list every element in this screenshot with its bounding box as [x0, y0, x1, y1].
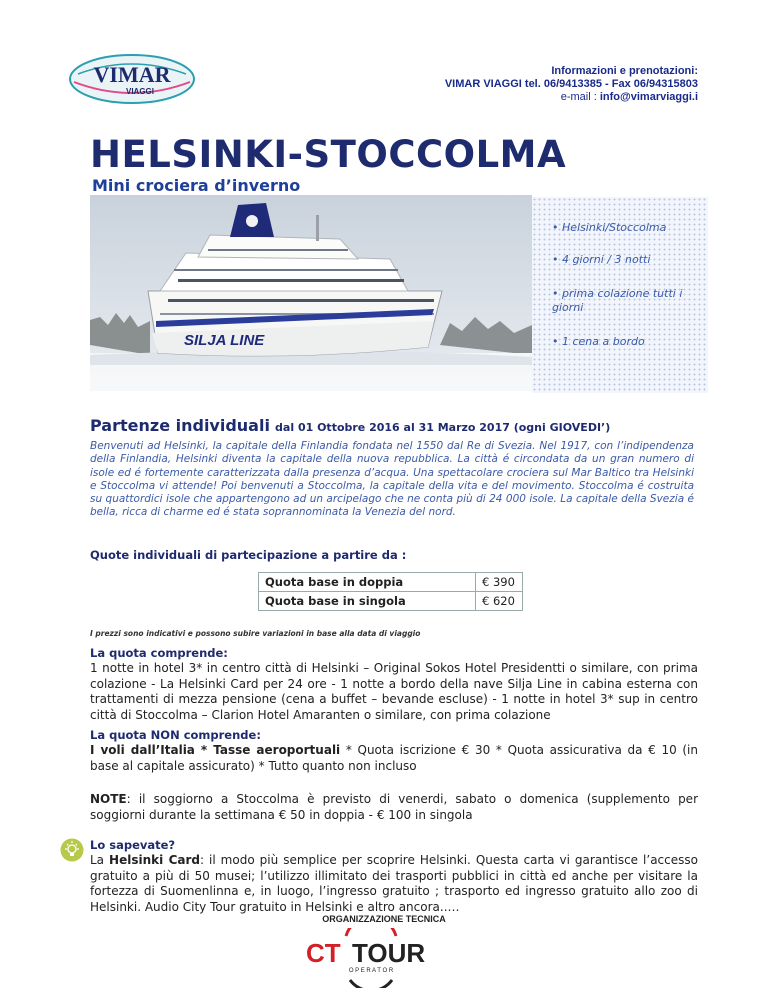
- price-label: Quota base in doppia: [259, 573, 476, 592]
- not-included-rest: * Quota iscrizione € 30 * Quota assicurativa da € 10 (in base al capitale assicurato) * Tutto quanto non incluso: [90, 743, 698, 773]
- email-prefix: e-mail :: [560, 91, 600, 103]
- did-you-know-heading: Lo sapevate?: [90, 838, 176, 852]
- did-you-know-text: [90, 853, 698, 915]
- not-included-heading: La quota NON comprende:: [90, 728, 261, 742]
- price-table: [258, 572, 523, 611]
- highlight-item: • 4 giorni / 3 notti: [552, 253, 651, 266]
- logo-sub: VIAGGI: [125, 87, 155, 96]
- departures-label: Partenze individuali: [90, 416, 270, 435]
- logo-ct: CT: [306, 938, 341, 968]
- vimar-viaggi-logo: [68, 52, 196, 104]
- organization-label: ORGANIZZAZIONE TECNICA: [322, 914, 446, 924]
- contact-line-1: Informazioni e prenotazioni:: [551, 65, 698, 77]
- intro-paragraph: Benvenuti ad Helsinki, la capitale della Finlandia fondata nel 1550 dal Re di Svezia. Nel 1917, con l’indipendenza della Finlandia, Helsinki diventa la capitale della nuova repubblica. La città é circondata da un gran numero di isole ed é fortemente caratterizzata dalla presenza d’acqua. Una spettacolare crociera sul Mar Baltico tra Helsinki e Stoccolma vi attende! Poi benvenuti a Stoccolma, la capitale della vita e del movimento. Stoccolma é costruita su quattordici isole che appartengono ad un arcipelago che ne conta più di 24 000 isole. La capitale della Svezia é bella, ricca di charme ed é stata soprannominata la Venezia del nord.: [90, 440, 694, 519]
- did-you-know-lead: La: [90, 853, 110, 867]
- table-row: [259, 592, 523, 611]
- note-text: : il soggiorno a Stoccolma è previsto di venerdi, sabato o domenica (supplemento per soggiorni durante la settimana € 50 in doppia - € 100 in singola: [90, 792, 698, 822]
- note-paragraph: [90, 792, 698, 823]
- price-label: Quota base in singola: [259, 592, 476, 611]
- page-title: HELSINKI-STOCCOLMA: [90, 133, 567, 176]
- highlight-item: • prima colazione tutti i giorni: [552, 287, 683, 314]
- note-label: NOTE: [90, 792, 127, 806]
- not-included-text: [90, 743, 698, 774]
- highlight-item: • Helsinki/Stoccolma: [552, 221, 667, 234]
- email-link[interactable]: info@vimarviaggi.i: [599, 91, 698, 103]
- price-value: € 620: [476, 592, 523, 611]
- highlight-item: • 1 cena a bordo: [552, 335, 645, 348]
- contact-info: [445, 65, 698, 104]
- included-text: 1 notte in hotel 3* in centro città di Helsinki – Original Sokos Hotel Presidentti o similare, con prima colazione - La Helsinki Card per 24 ore - 1 notte a bordo della nave Silja Line in cabina esterna con trattamenti di mezza pensione (cena a buffet – bevande escluse) - 1 notte in hotel 3* sup in centro città di Stoccolma – Clarion Hotel Amaranten o similare, con prima colazione: [90, 661, 698, 722]
- ct-tour-logo: [300, 928, 442, 988]
- logo-operator: O P E R A T O R: [348, 968, 394, 974]
- contact-line-2: VIMAR VIAGGI tel. 06/9413385 - Fax 06/94315803: [444, 78, 698, 90]
- quotes-title: Quote individuali di partecipazione a partire da :: [90, 548, 407, 562]
- logo-brand: VIMAR: [93, 62, 171, 87]
- departures-heading: [90, 416, 610, 435]
- page-subtitle: Mini crociera d’inverno: [92, 176, 301, 195]
- logo-tour: TOUR: [352, 938, 426, 968]
- helsinki-card-label: Helsinki Card: [109, 853, 200, 867]
- lightbulb-icon: [60, 838, 84, 862]
- ship-name: SILJA LINE: [184, 332, 265, 349]
- departures-dates: dal 01 Ottobre 2016 al 31 Marzo 2017 (ogni GIOVEDI’): [275, 421, 611, 434]
- did-you-know-body: : il modo più semplice per scoprire Helsinki. Questa carta vi garantisce l’accesso gratuito a più di 50 musei; l’utilizzo illimitato dei trasporti pubblici in città ed anche per visitare la fortezza di Suomenlinna e, in luogo, l’ingresso gratuito ; trasporto ed ingresso gratuito allo zoo di Helsinki. Audio City Tour gratuito in Helsinki e altro ancora..…: [90, 853, 698, 914]
- table-row: [259, 573, 523, 592]
- included-heading: La quota comprende:: [90, 646, 228, 660]
- contact-line-3: [445, 91, 698, 104]
- cruise-ship-photo: [90, 195, 532, 391]
- price-note: I prezzi sono indicativi e possono subire variazioni in base alla data di viaggio: [90, 629, 421, 638]
- highlights-box: [532, 197, 708, 393]
- price-value: € 390: [476, 573, 523, 592]
- not-included-bold: I voli dall’Italia * Tasse aeroportuali: [90, 743, 341, 757]
